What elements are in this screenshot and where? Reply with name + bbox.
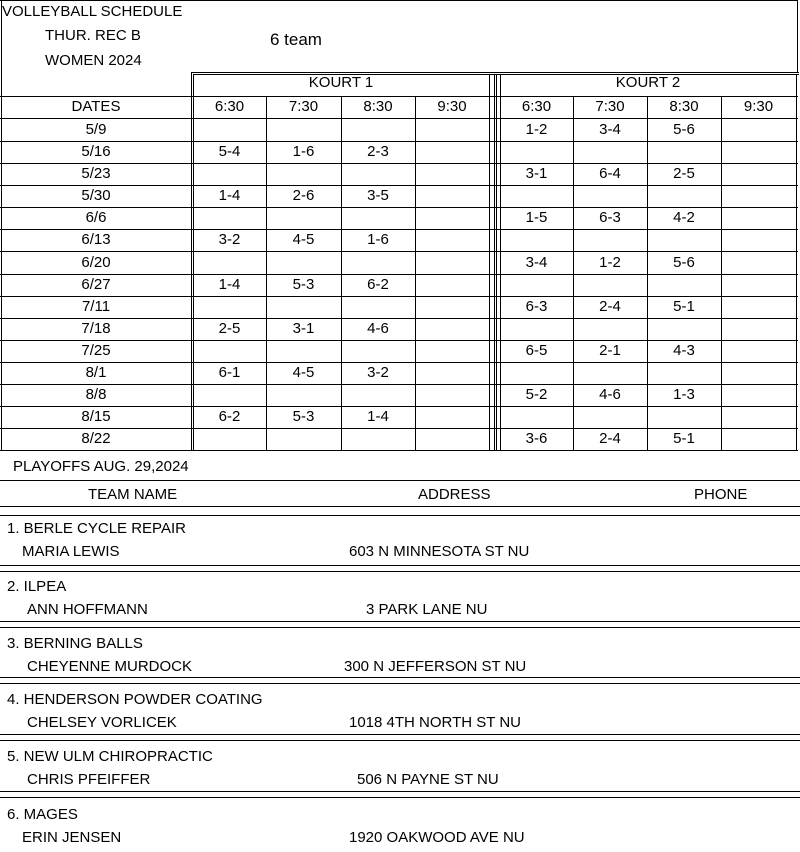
kourt1-match-cell: 6-1 [218,364,241,381]
kourt2-match-cell: 3-1 [525,165,548,182]
kourt1-match-cell [415,185,489,207]
kourt2-match-cell [647,185,721,207]
time-header: 6:30 [214,98,245,115]
kourt2-match-cell: 4-3 [673,342,695,359]
kourt1-match-cell [415,141,489,163]
kourt2-match-cell [721,141,796,163]
grid-border [0,0,798,1]
kourt1-match-cell: 2-5 [218,320,241,337]
kourt2-match-cell: 3-4 [599,121,621,138]
team-address: 3 PARK LANE NU [366,601,488,618]
divider [0,683,800,684]
kourt2-match-cell: 6-3 [525,298,548,315]
kourt1-match-cell [193,296,266,318]
kourt1-match-cell: 4-5 [292,231,315,248]
kourt2-match-cell: 6-4 [599,165,621,182]
divider [0,571,800,572]
team-name: 6. MAGES [7,806,78,823]
kourt1-match-cell: 3-5 [367,187,389,204]
divider [0,627,800,628]
kourt1-match-cell [193,207,266,229]
kourt1-match-cell: 3-1 [292,320,315,337]
kourt2-match-cell: 2-4 [599,298,621,315]
date-cell: 5/30 [81,187,111,204]
divider [0,791,800,792]
kourt2-match-cell: 2-1 [599,342,621,359]
kourt1-match-cell: 3-2 [218,231,241,248]
kourt2-match-cell [500,229,573,251]
kourt2-match-cell [647,406,721,428]
kourt2-match-cell: 6-3 [599,209,621,226]
kourt1-match-cell [341,251,415,274]
team-contact: CHRIS PFEIFFER [27,771,151,788]
kourt1-match-cell [193,163,266,185]
kourt2-match-cell: 1-5 [525,209,548,226]
kourt2-match-cell: 2-4 [599,430,621,447]
kourt1-match-cell: 4-5 [292,364,315,381]
team-address: 603 N MINNESOTA ST NU [349,543,530,560]
kourt2-match-cell: 4-6 [599,386,621,403]
team-address: 1920 OAKWOOD AVE NU [349,829,525,846]
kourt2-match-cell: 2-5 [673,165,695,182]
team-name: 5. NEW ULM CHIROPRACTIC [7,748,213,765]
kourt1-match-cell [266,207,341,229]
kourt2-match-cell [647,141,721,163]
dates-header: DATES [71,98,121,115]
kourt1-match-cell [341,163,415,185]
kourt2-match-cell: 1-2 [599,254,621,271]
kourt2-match-cell [573,229,647,251]
kourt2-match-cell [721,406,796,428]
court-1-label: KOURT 1 [308,74,374,91]
kourt1-match-cell [415,296,489,318]
kourt1-match-cell [266,428,341,450]
date-cell: 6/6 [85,209,107,226]
kourt2-match-cell [721,274,796,296]
kourt2-match-cell [500,318,573,340]
kourt1-match-cell: 6-2 [218,408,241,425]
kourt1-match-cell [266,118,341,141]
schedule-title: VOLLEYBALL SCHEDULE [2,3,183,20]
time-header: 8:30 [363,98,393,115]
kourt1-match-cell: 5-4 [218,143,241,160]
divider [0,797,800,798]
kourt1-match-cell [415,274,489,296]
kourt2-match-cell [647,274,721,296]
kourt1-match-cell [266,296,341,318]
kourt2-match-cell: 1-3 [673,386,695,403]
kourt1-match-cell [341,428,415,450]
date-cell: 8/15 [81,408,111,425]
kourt1-match-cell: 1-6 [367,231,389,248]
team-address: 506 N PAYNE ST NU [357,771,499,788]
date-cell: 5/9 [85,121,107,138]
kourt1-match-cell: 1-4 [218,187,241,204]
kourt1-match-cell [193,340,266,362]
team-contact: ANN HOFFMANN [27,601,148,618]
time-header: 6:30 [521,98,552,115]
kourt2-match-cell [573,274,647,296]
kourt2-match-cell [721,362,796,384]
kourt2-match-cell: 5-2 [525,386,548,403]
grid-border [797,0,798,72]
schedule-division: WOMEN 2024 [45,52,142,69]
kourt2-match-cell [647,362,721,384]
divider [0,515,800,516]
team-count: 6 team [270,30,322,49]
kourt2-match-cell [500,274,573,296]
kourt1-match-cell [193,428,266,450]
kourt2-match-cell [721,384,796,406]
kourt2-match-cell: 3-4 [525,254,548,271]
team-name: 2. ILPEA [7,578,67,595]
team-name-header: TEAM NAME [88,486,178,503]
team-address: 1018 4TH NORTH ST NU [349,714,521,731]
kourt2-match-cell: 5-6 [673,254,695,271]
kourt2-match-cell [721,251,796,274]
kourt1-match-cell [415,406,489,428]
kourt2-match-cell [721,185,796,207]
col-line [496,74,497,450]
team-address: 300 N JEFFERSON ST NU [344,658,527,675]
kourt2-match-cell: 6-5 [525,342,548,359]
date-cell: 6/20 [81,254,111,271]
kourt1-match-cell [415,251,489,274]
team-contact: CHELSEY VORLICEK [27,714,177,731]
date-cell: 8/1 [85,364,107,381]
col-line [796,74,797,450]
kourt1-match-cell [193,118,266,141]
kourt1-match-cell: 6-2 [367,276,389,293]
time-header: 7:30 [288,98,319,115]
time-header: 7:30 [595,98,625,115]
kourt2-match-cell [573,185,647,207]
kourt1-match-cell [415,428,489,450]
kourt1-match-cell [266,384,341,406]
date-cell: 8/22 [81,430,111,447]
kourt2-match-cell [721,207,796,229]
kourt1-match-cell [415,362,489,384]
playoffs-date: PLAYOFFS AUG. 29,2024 [13,458,189,475]
kourt2-match-cell [721,296,796,318]
kourt1-match-cell: 1-4 [367,408,389,425]
kourt1-match-cell [193,384,266,406]
kourt2-match-cell [500,362,573,384]
kourt1-match-cell [415,163,489,185]
team-name: 1. BERLE CYCLE REPAIR [7,520,186,537]
kourt2-match-cell: 5-1 [673,430,695,447]
kourt1-match-cell [415,118,489,141]
kourt1-match-cell: 2-6 [292,187,315,204]
kourt1-match-cell: 1-6 [292,143,315,160]
kourt2-match-cell [500,141,573,163]
kourt2-match-cell [721,118,796,141]
kourt2-match-cell [500,406,573,428]
date-cell: 5/16 [81,143,111,160]
time-header: 9:30 [437,98,467,115]
kourt2-match-cell: 1-2 [525,121,548,138]
kourt1-match-cell [415,340,489,362]
kourt1-match-cell: 5-3 [292,408,315,425]
kourt1-match-cell: 3-2 [367,364,389,381]
date-cell: 7/18 [81,320,111,337]
kourt2-match-cell [500,185,573,207]
row-line [0,450,798,451]
date-cell: 6/13 [81,231,111,248]
phone-header: PHONE [694,486,748,503]
date-cell: 5/23 [81,165,111,182]
kourt2-match-cell [573,362,647,384]
team-contact: ERIN JENSEN [22,829,122,846]
kourt2-match-cell [721,229,796,251]
address-header: ADDRESS [418,486,491,503]
kourt2-match-cell [721,340,796,362]
team-name: 4. HENDERSON POWDER COATING [7,691,263,708]
kourt1-match-cell [341,384,415,406]
team-name: 3. BERNING BALLS [7,635,143,652]
team-contact: MARIA LEWIS [22,543,120,560]
kourt1-match-cell [193,251,266,274]
divider [0,480,800,481]
date-cell: 7/25 [81,342,111,359]
divider [0,734,800,735]
kourt1-match-cell [415,384,489,406]
kourt1-match-cell [341,296,415,318]
divider [0,506,800,507]
kourt2-match-cell: 5-6 [673,121,695,138]
divider [0,621,800,622]
kourt2-match-cell: 4-2 [673,209,695,226]
kourt1-match-cell [415,229,489,251]
grid-border [191,72,192,450]
kourt2-match-cell [721,428,796,450]
court-2-label: KOURT 2 [615,74,681,91]
kourt1-match-cell: 4-6 [367,320,389,337]
kourt2-match-cell [647,318,721,340]
kourt1-match-cell [341,118,415,141]
kourt1-match-cell: 1-4 [218,276,241,293]
team-contact: CHEYENNE MURDOCK [27,658,193,675]
divider [0,677,800,678]
kourt2-match-cell [721,163,796,185]
kourt2-match-cell [573,318,647,340]
date-cell: 6/27 [81,276,111,293]
kourt2-match-cell: 5-1 [673,298,695,315]
kourt1-match-cell [341,207,415,229]
schedule-league: THUR. REC B [45,27,141,44]
kourt2-match-cell [721,318,796,340]
time-header: 8:30 [669,98,699,115]
time-header: 9:30 [743,98,774,115]
divider [0,565,800,566]
kourt2-match-cell [573,141,647,163]
kourt1-match-cell [341,340,415,362]
date-cell: 8/8 [85,386,107,403]
col-line [489,74,490,450]
kourt2-match-cell [573,406,647,428]
divider [0,740,800,741]
kourt1-match-cell [415,318,489,340]
kourt1-match-cell [266,251,341,274]
date-cell: 7/11 [81,298,111,315]
kourt1-match-cell: 2-3 [367,143,389,160]
kourt2-match-cell: 3-6 [525,430,548,447]
kourt1-match-cell [415,207,489,229]
kourt1-match-cell [266,163,341,185]
kourt1-match-cell [266,340,341,362]
col-line [494,74,495,450]
kourt2-match-cell [647,229,721,251]
kourt1-match-cell: 5-3 [292,276,315,293]
